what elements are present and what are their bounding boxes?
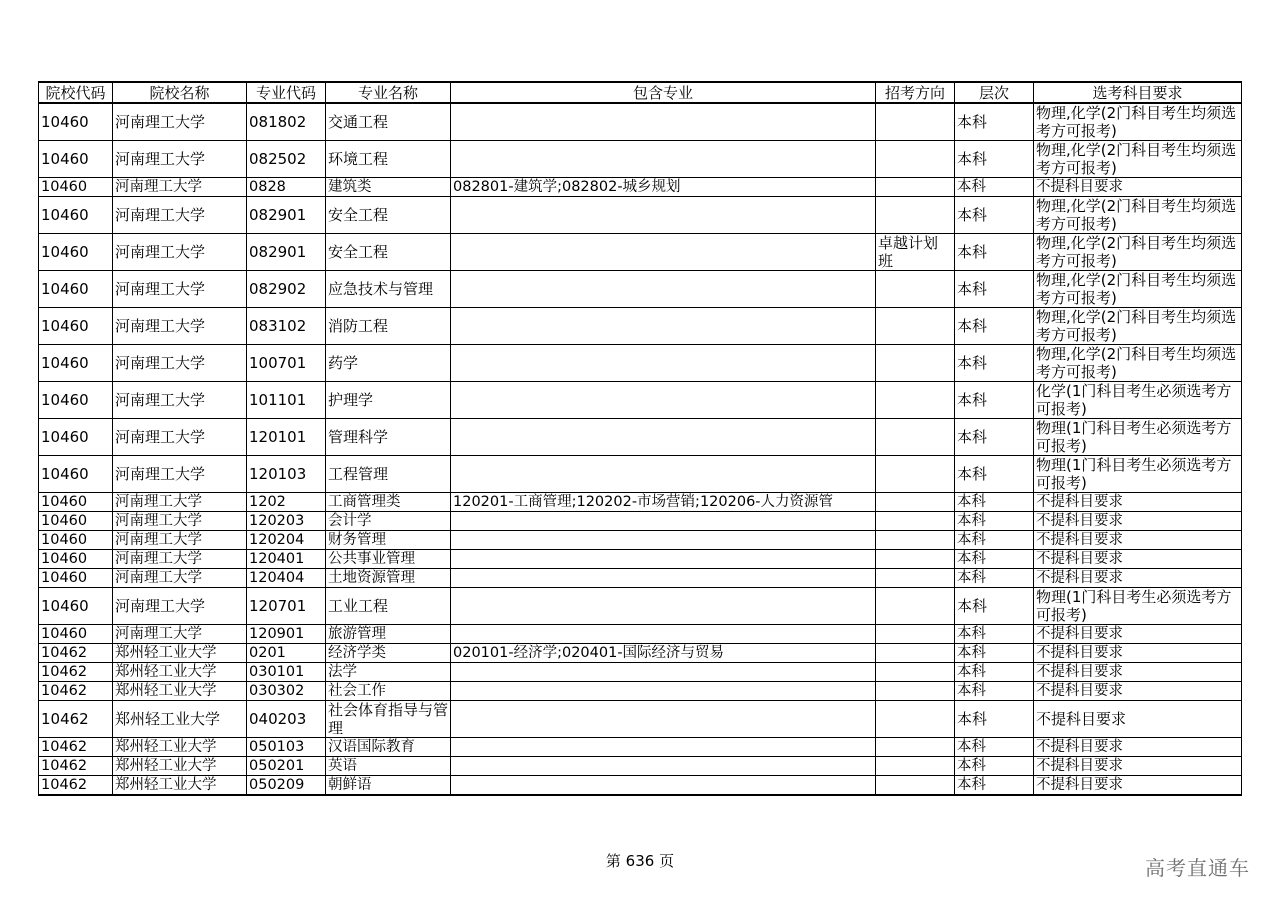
included-majors-cell: [451, 531, 876, 550]
school-code-cell: 10462: [39, 644, 113, 663]
school-name-cell: 郑州轻工业大学: [113, 701, 247, 738]
direction-cell: [876, 345, 955, 382]
included-majors-cell: [451, 345, 876, 382]
direction-cell: [876, 588, 955, 625]
requirement-cell: 物理,化学(2门科目考生均须选考方可报考): [1034, 103, 1242, 141]
requirement-cell: 不提科目要求: [1034, 757, 1242, 776]
requirement-cell: 不提科目要求: [1034, 531, 1242, 550]
school-code-cell: 10460: [39, 178, 113, 197]
major-code-cell: 120404: [247, 569, 326, 588]
level-cell: 本科: [955, 178, 1034, 197]
table-row: [39, 588, 1242, 625]
major-name-cell: 交通工程: [326, 103, 451, 141]
level-cell: 本科: [955, 682, 1034, 701]
level-cell: 本科: [955, 234, 1034, 271]
major-name-cell: 社会体育指导与管理: [326, 701, 451, 738]
included-majors-cell: [451, 682, 876, 701]
included-majors-cell: [451, 234, 876, 271]
included-majors-cell: [451, 382, 876, 419]
major-name-cell: 应急技术与管理: [326, 271, 451, 308]
header-major-code: 专业代码: [247, 82, 326, 103]
direction-cell: [876, 531, 955, 550]
requirement-cell: 物理,化学(2门科目考生均须选考方可报考): [1034, 308, 1242, 345]
table-row: [39, 512, 1242, 531]
included-majors-cell: [451, 141, 876, 178]
direction-cell: [876, 682, 955, 701]
school-name-cell: 郑州轻工业大学: [113, 757, 247, 776]
school-name-cell: 郑州轻工业大学: [113, 644, 247, 663]
school-name-cell: 郑州轻工业大学: [113, 682, 247, 701]
major-code-cell: 050209: [247, 776, 326, 796]
direction-cell: [876, 512, 955, 531]
included-majors-cell: [451, 550, 876, 569]
level-cell: 本科: [955, 512, 1034, 531]
included-majors-cell: 020101-经济学;020401-国际经济与贸易: [451, 644, 876, 663]
school-name-cell: 河南理工大学: [113, 308, 247, 345]
level-cell: 本科: [955, 701, 1034, 738]
direction-cell: [876, 625, 955, 644]
included-majors-cell: [451, 271, 876, 308]
table-row: [39, 738, 1242, 757]
major-code-cell: 0201: [247, 644, 326, 663]
major-name-cell: 英语: [326, 757, 451, 776]
major-code-cell: 120203: [247, 512, 326, 531]
direction-cell: [876, 103, 955, 141]
major-name-cell: 建筑类: [326, 178, 451, 197]
header-direction: 招考方向: [876, 82, 955, 103]
requirement-cell: 不提科目要求: [1034, 512, 1242, 531]
level-cell: 本科: [955, 644, 1034, 663]
requirement-cell: 不提科目要求: [1034, 738, 1242, 757]
major-code-cell: 0828: [247, 178, 326, 197]
watermark-logo: 高考直通车: [1145, 856, 1250, 880]
major-code-cell: 030101: [247, 663, 326, 682]
school-code-cell: 10462: [39, 776, 113, 796]
requirement-cell: 物理(1门科目考生必须选考方可报考): [1034, 456, 1242, 493]
school-name-cell: 河南理工大学: [113, 345, 247, 382]
table-row: [39, 141, 1242, 178]
level-cell: 本科: [955, 197, 1034, 234]
major-code-cell: 082901: [247, 234, 326, 271]
included-majors-cell: [451, 419, 876, 456]
requirement-cell: 不提科目要求: [1034, 701, 1242, 738]
table-row: [39, 701, 1242, 738]
requirement-cell: 不提科目要求: [1034, 625, 1242, 644]
school-code-cell: 10460: [39, 103, 113, 141]
major-name-cell: 环境工程: [326, 141, 451, 178]
table-header-row: [39, 82, 1242, 103]
school-code-cell: 10460: [39, 197, 113, 234]
level-cell: 本科: [955, 588, 1034, 625]
school-name-cell: 河南理工大学: [113, 512, 247, 531]
header-included-majors: 包含专业: [451, 82, 876, 103]
major-code-cell: 100701: [247, 345, 326, 382]
school-name-cell: 郑州轻工业大学: [113, 776, 247, 796]
level-cell: 本科: [955, 550, 1034, 569]
direction-cell: [876, 663, 955, 682]
major-name-cell: 经济学类: [326, 644, 451, 663]
included-majors-cell: [451, 569, 876, 588]
direction-cell: [876, 569, 955, 588]
major-name-cell: 财务管理: [326, 531, 451, 550]
requirement-cell: 物理,化学(2门科目考生均须选考方可报考): [1034, 271, 1242, 308]
major-name-cell: 护理学: [326, 382, 451, 419]
major-name-cell: 工程管理: [326, 456, 451, 493]
requirement-cell: 不提科目要求: [1034, 569, 1242, 588]
school-code-cell: 10460: [39, 550, 113, 569]
major-code-cell: 120101: [247, 419, 326, 456]
direction-cell: 卓越计划班: [876, 234, 955, 271]
major-name-cell: 旅游管理: [326, 625, 451, 644]
included-majors-cell: [451, 738, 876, 757]
school-name-cell: 河南理工大学: [113, 493, 247, 512]
level-cell: 本科: [955, 776, 1034, 796]
major-name-cell: 工商管理类: [326, 493, 451, 512]
major-name-cell: 公共事业管理: [326, 550, 451, 569]
school-code-cell: 10460: [39, 493, 113, 512]
table-row: [39, 419, 1242, 456]
table-row: [39, 308, 1242, 345]
direction-cell: [876, 493, 955, 512]
major-name-cell: 工业工程: [326, 588, 451, 625]
table-row: [39, 197, 1242, 234]
level-cell: 本科: [955, 141, 1034, 178]
requirement-cell: 不提科目要求: [1034, 682, 1242, 701]
table-row: [39, 103, 1242, 141]
school-name-cell: 河南理工大学: [113, 569, 247, 588]
table-row: [39, 382, 1242, 419]
level-cell: 本科: [955, 456, 1034, 493]
school-name-cell: 河南理工大学: [113, 234, 247, 271]
school-code-cell: 10460: [39, 531, 113, 550]
school-name-cell: 河南理工大学: [113, 550, 247, 569]
included-majors-cell: [451, 512, 876, 531]
included-majors-cell: [451, 456, 876, 493]
school-name-cell: 河南理工大学: [113, 103, 247, 141]
school-code-cell: 10460: [39, 588, 113, 625]
school-code-cell: 10460: [39, 271, 113, 308]
table-row: [39, 550, 1242, 569]
included-majors-cell: [451, 197, 876, 234]
level-cell: 本科: [955, 738, 1034, 757]
table-row: [39, 644, 1242, 663]
header-subject-requirements: 选考科目要求: [1034, 82, 1242, 103]
direction-cell: [876, 419, 955, 456]
requirement-cell: 化学(1门科目考生必须选考方可报考): [1034, 382, 1242, 419]
school-code-cell: 10460: [39, 234, 113, 271]
level-cell: 本科: [955, 663, 1034, 682]
school-code-cell: 10460: [39, 419, 113, 456]
level-cell: 本科: [955, 531, 1034, 550]
direction-cell: [876, 738, 955, 757]
direction-cell: [876, 644, 955, 663]
major-name-cell: 社会工作: [326, 682, 451, 701]
major-name-cell: 安全工程: [326, 234, 451, 271]
major-name-cell: 汉语国际教育: [326, 738, 451, 757]
school-name-cell: 河南理工大学: [113, 197, 247, 234]
major-name-cell: 法学: [326, 663, 451, 682]
school-code-cell: 10460: [39, 456, 113, 493]
major-code-cell: 120401: [247, 550, 326, 569]
school-name-cell: 河南理工大学: [113, 178, 247, 197]
school-code-cell: 10462: [39, 701, 113, 738]
table-row: [39, 625, 1242, 644]
school-code-cell: 10460: [39, 625, 113, 644]
included-majors-cell: [451, 625, 876, 644]
requirement-cell: 物理(1门科目考生必须选考方可报考): [1034, 419, 1242, 456]
included-majors-cell: 120201-工商管理;120202-市场营销;120206-人力资源管: [451, 493, 876, 512]
major-code-cell: 030302: [247, 682, 326, 701]
included-majors-cell: 082801-建筑学;082802-城乡规划: [451, 178, 876, 197]
table-row: [39, 456, 1242, 493]
requirement-cell: 不提科目要求: [1034, 644, 1242, 663]
school-code-cell: 10460: [39, 345, 113, 382]
major-name-cell: 药学: [326, 345, 451, 382]
major-code-cell: 120204: [247, 531, 326, 550]
major-code-cell: 050103: [247, 738, 326, 757]
school-code-cell: 10462: [39, 682, 113, 701]
major-code-cell: 050201: [247, 757, 326, 776]
table-body: [39, 103, 1242, 795]
major-code-cell: 120901: [247, 625, 326, 644]
major-code-cell: 1202: [247, 493, 326, 512]
major-code-cell: 082502: [247, 141, 326, 178]
school-name-cell: 河南理工大学: [113, 419, 247, 456]
school-code-cell: 10460: [39, 141, 113, 178]
level-cell: 本科: [955, 757, 1034, 776]
direction-cell: [876, 141, 955, 178]
table-row: [39, 345, 1242, 382]
table-row: [39, 682, 1242, 701]
requirement-cell: 不提科目要求: [1034, 663, 1242, 682]
school-name-cell: 河南理工大学: [113, 531, 247, 550]
header-school-name: 院校名称: [113, 82, 247, 103]
admission-requirements-table: [38, 81, 1242, 796]
school-code-cell: 10460: [39, 512, 113, 531]
school-code-cell: 10462: [39, 663, 113, 682]
major-name-cell: 消防工程: [326, 308, 451, 345]
school-name-cell: 河南理工大学: [113, 456, 247, 493]
direction-cell: [876, 776, 955, 796]
table-row: [39, 493, 1242, 512]
included-majors-cell: [451, 103, 876, 141]
level-cell: 本科: [955, 625, 1034, 644]
direction-cell: [876, 178, 955, 197]
requirement-cell: 物理,化学(2门科目考生均须选考方可报考): [1034, 234, 1242, 271]
included-majors-cell: [451, 776, 876, 796]
level-cell: 本科: [955, 493, 1034, 512]
level-cell: 本科: [955, 419, 1034, 456]
direction-cell: [876, 197, 955, 234]
table-row: [39, 178, 1242, 197]
major-code-cell: 081802: [247, 103, 326, 141]
requirement-cell: 物理,化学(2门科目考生均须选考方可报考): [1034, 141, 1242, 178]
major-name-cell: 安全工程: [326, 197, 451, 234]
school-name-cell: 河南理工大学: [113, 141, 247, 178]
school-code-cell: 10460: [39, 308, 113, 345]
school-name-cell: 郑州轻工业大学: [113, 738, 247, 757]
major-name-cell: 管理科学: [326, 419, 451, 456]
header-level: 层次: [955, 82, 1034, 103]
major-name-cell: 土地资源管理: [326, 569, 451, 588]
requirement-cell: 不提科目要求: [1034, 493, 1242, 512]
school-name-cell: 郑州轻工业大学: [113, 663, 247, 682]
level-cell: 本科: [955, 569, 1034, 588]
level-cell: 本科: [955, 382, 1034, 419]
school-name-cell: 河南理工大学: [113, 271, 247, 308]
school-code-cell: 10462: [39, 757, 113, 776]
requirement-cell: 物理,化学(2门科目考生均须选考方可报考): [1034, 197, 1242, 234]
included-majors-cell: [451, 701, 876, 738]
level-cell: 本科: [955, 308, 1034, 345]
school-code-cell: 10460: [39, 382, 113, 419]
header-major-name: 专业名称: [326, 82, 451, 103]
major-name-cell: 朝鲜语: [326, 776, 451, 796]
requirement-cell: 不提科目要求: [1034, 178, 1242, 197]
direction-cell: [876, 550, 955, 569]
level-cell: 本科: [955, 345, 1034, 382]
table-row: [39, 757, 1242, 776]
included-majors-cell: [451, 308, 876, 345]
major-name-cell: 会计学: [326, 512, 451, 531]
table-row: [39, 776, 1242, 796]
major-code-cell: 120701: [247, 588, 326, 625]
page-number: 第 636 页: [605, 852, 675, 870]
direction-cell: [876, 757, 955, 776]
table-row: [39, 569, 1242, 588]
included-majors-cell: [451, 757, 876, 776]
requirement-cell: 物理(1门科目考生必须选考方可报考): [1034, 588, 1242, 625]
direction-cell: [876, 456, 955, 493]
major-code-cell: 082901: [247, 197, 326, 234]
major-code-cell: 040203: [247, 701, 326, 738]
header-school-code: 院校代码: [39, 82, 113, 103]
table-row: [39, 271, 1242, 308]
school-name-cell: 河南理工大学: [113, 382, 247, 419]
requirement-cell: 不提科目要求: [1034, 776, 1242, 796]
included-majors-cell: [451, 588, 876, 625]
table-row: [39, 531, 1242, 550]
major-code-cell: 101101: [247, 382, 326, 419]
direction-cell: [876, 701, 955, 738]
school-name-cell: 河南理工大学: [113, 625, 247, 644]
table-row: [39, 234, 1242, 271]
major-code-cell: 082902: [247, 271, 326, 308]
requirement-cell: 物理,化学(2门科目考生均须选考方可报考): [1034, 345, 1242, 382]
direction-cell: [876, 271, 955, 308]
school-code-cell: 10462: [39, 738, 113, 757]
direction-cell: [876, 308, 955, 345]
level-cell: 本科: [955, 271, 1034, 308]
direction-cell: [876, 382, 955, 419]
school-code-cell: 10460: [39, 569, 113, 588]
school-name-cell: 河南理工大学: [113, 588, 247, 625]
major-code-cell: 120103: [247, 456, 326, 493]
table-row: [39, 663, 1242, 682]
included-majors-cell: [451, 663, 876, 682]
level-cell: 本科: [955, 103, 1034, 141]
major-code-cell: 083102: [247, 308, 326, 345]
requirement-cell: 不提科目要求: [1034, 550, 1242, 569]
